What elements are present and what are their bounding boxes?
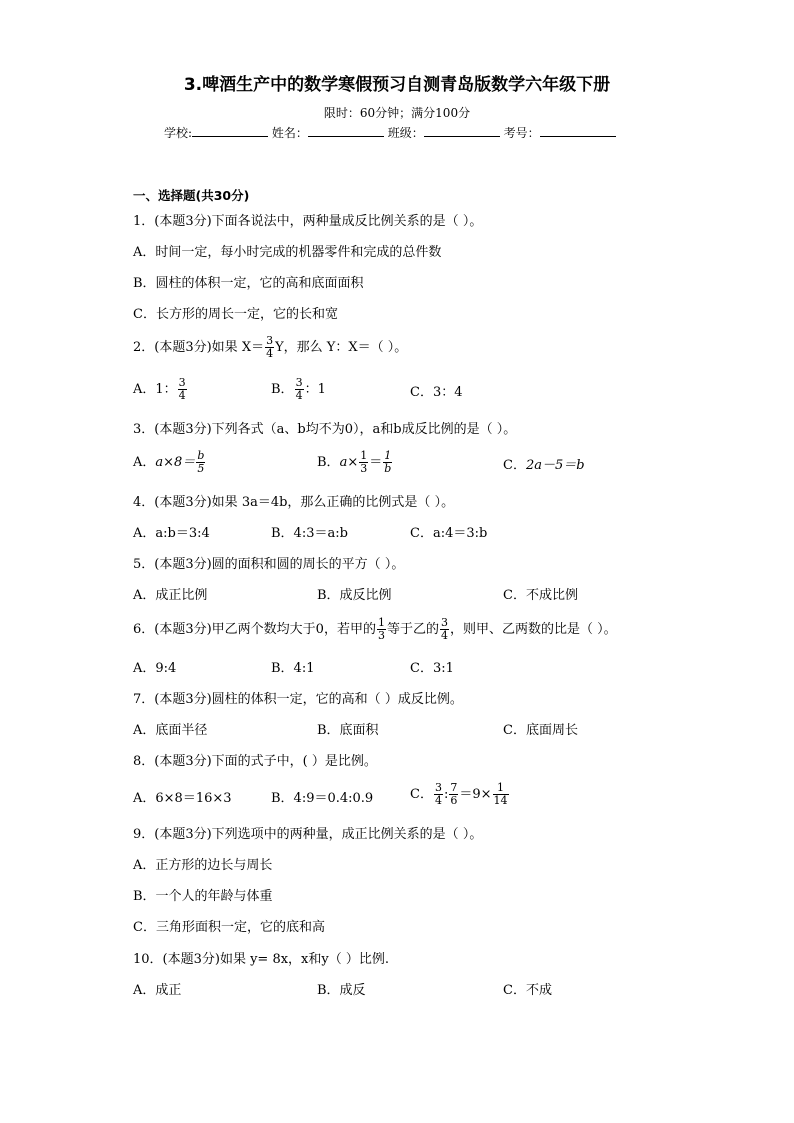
exam-no-label: 考号： — [503, 126, 540, 140]
fraction: $\frac{b}{5}$ — [197, 449, 205, 475]
question-7-option-a[interactable]: A．底面半径 — [133, 723, 208, 738]
school-label: 学校: — [164, 126, 193, 140]
question-2-option-a[interactable]: A．1： $\frac{3}{4}$ — [133, 376, 186, 402]
fraction: $\frac{3}{4}$ — [440, 616, 448, 642]
question-3-option-c[interactable]: C．2a－5＝b — [503, 458, 585, 473]
question-1-option-b[interactable]: B．圆柱的体积一定，它的高和底面面积 — [133, 276, 364, 291]
question-2-option-b[interactable]: B． $\frac{3}{4}$ ：1 — [271, 376, 326, 402]
question-8-option-a[interactable]: A．6×8＝16×3 — [133, 791, 232, 806]
question-2-option-c[interactable]: C．3：4 — [410, 385, 463, 400]
question-10-stem: 10．(本题3分)如果 y= 8x，x和y（ ）比例. — [133, 952, 390, 967]
question-9-option-a[interactable]: A．正方形的边长与周长 — [133, 858, 273, 873]
question-9-option-c[interactable]: C．三角形面积一定，它的底和高 — [133, 920, 325, 935]
question-1-option-a[interactable]: A．时间一定，每小时完成的机器零件和完成的总件数 — [133, 245, 442, 260]
question-5-option-b[interactable]: B．成反比例 — [317, 588, 392, 603]
question-6-option-b[interactable]: B．4:1 — [271, 661, 315, 676]
question-3-stem: 3．(本题3分)下列各式（a、b均不为0），a和b成反比例的是（ ）。 — [133, 422, 517, 437]
question-9-stem: 9．(本题3分)下列选项中的两种量，成正比例关系的是（ ）。 — [133, 827, 483, 842]
question-5-option-c[interactable]: C．不成比例 — [503, 588, 578, 603]
question-7-stem: 7．(本题3分)圆柱的体积一定，它的高和（ ）成反比例。 — [133, 692, 463, 707]
question-9-option-b[interactable]: B．一个人的年龄与体重 — [133, 889, 273, 904]
question-10-option-c[interactable]: C．不成 — [503, 983, 552, 998]
question-2-stem: 2．(本题3分)如果 X＝ $\frac{3}{4}$ Y，那么 Y：X＝（ ）。 — [133, 334, 408, 360]
question-8-option-c[interactable]: C． $\frac{3}{4}$ : $\frac{7}{6}$ ＝9× $\frac{1}{14}$ — [410, 781, 508, 807]
question-1-stem: 1．(本题3分)下面各说法中，两种量成反比例关系的是（ ）。 — [133, 214, 483, 229]
question-8-option-b[interactable]: B．4:9＝0.4:0.9 — [271, 791, 374, 806]
question-5-stem: 5．(本题3分)圆的面积和圆的周长的平方（ ）。 — [133, 557, 405, 572]
fraction: $\frac{3}{4}$ — [178, 376, 186, 402]
question-6-option-a[interactable]: A．9:4 — [133, 661, 177, 676]
question-4-option-c[interactable]: C．a:4＝3:b — [410, 526, 488, 541]
question-6-stem: 6．(本题3分)甲乙两个数均大于0，若甲的 $\frac{1}{3}$ 等于乙的 $\frac{3}{4}$ ，则甲、乙两数的比是（ ）。 — [133, 616, 617, 642]
question-10-option-b[interactable]: B．成反 — [317, 983, 366, 998]
question-7-option-b[interactable]: B．底面积 — [317, 723, 379, 738]
question-4-option-a[interactable]: A．a:b＝3:4 — [133, 526, 210, 541]
question-8-stem: 8．(本题3分)下面的式子中，( ）是比例。 — [133, 754, 377, 769]
question-6-option-c[interactable]: C．3:1 — [410, 661, 454, 676]
fraction: $\frac{1}{3}$ — [377, 616, 385, 642]
section-heading: 一、选择题(共30分) — [133, 188, 250, 203]
question-5-option-a[interactable]: A．成正比例 — [133, 588, 208, 603]
question-10-option-a[interactable]: A．成正 — [133, 983, 182, 998]
fraction: $\frac{1}{14}$ — [493, 781, 508, 807]
fraction: $\frac{3}{4}$ — [266, 334, 274, 360]
class-label: 班级： — [387, 126, 424, 140]
fraction: $\frac{3}{4}$ — [434, 781, 442, 807]
time-limit: 限时：60分钟；满分100分 — [323, 106, 471, 120]
school-blank[interactable] — [192, 125, 268, 137]
exam-no-blank[interactable] — [540, 125, 616, 137]
name-blank[interactable] — [308, 125, 384, 137]
question-1-option-c[interactable]: C．长方形的周长一定，它的长和宽 — [133, 307, 338, 322]
student-info — [164, 124, 616, 141]
class-blank[interactable] — [424, 125, 500, 137]
page-title: 3.啤酒生产中的数学寒假预习自测青岛版数学六年级下册 — [183, 75, 611, 95]
question-4-stem: 4．(本题3分)如果 3a＝4b，那么正确的比例式是（ ）。 — [133, 495, 455, 510]
fraction: $\frac{7}{6}$ — [450, 781, 458, 807]
fraction: $\frac{1}{b}$ — [384, 449, 392, 475]
name-label: 姓名： — [271, 126, 308, 140]
fraction: $\frac{3}{4}$ — [295, 376, 303, 402]
question-4-option-b[interactable]: B．4:3＝a:b — [271, 526, 348, 541]
question-3-option-a[interactable]: A．a×8＝ $\frac{b}{5}$ — [133, 449, 205, 475]
fraction: $\frac{1}{3}$ — [360, 449, 368, 475]
question-7-option-c[interactable]: C．底面周长 — [503, 723, 578, 738]
question-3-option-b[interactable]: B．a× $\frac{1}{3}$ ＝ $\frac{1}{b}$ — [317, 449, 392, 475]
